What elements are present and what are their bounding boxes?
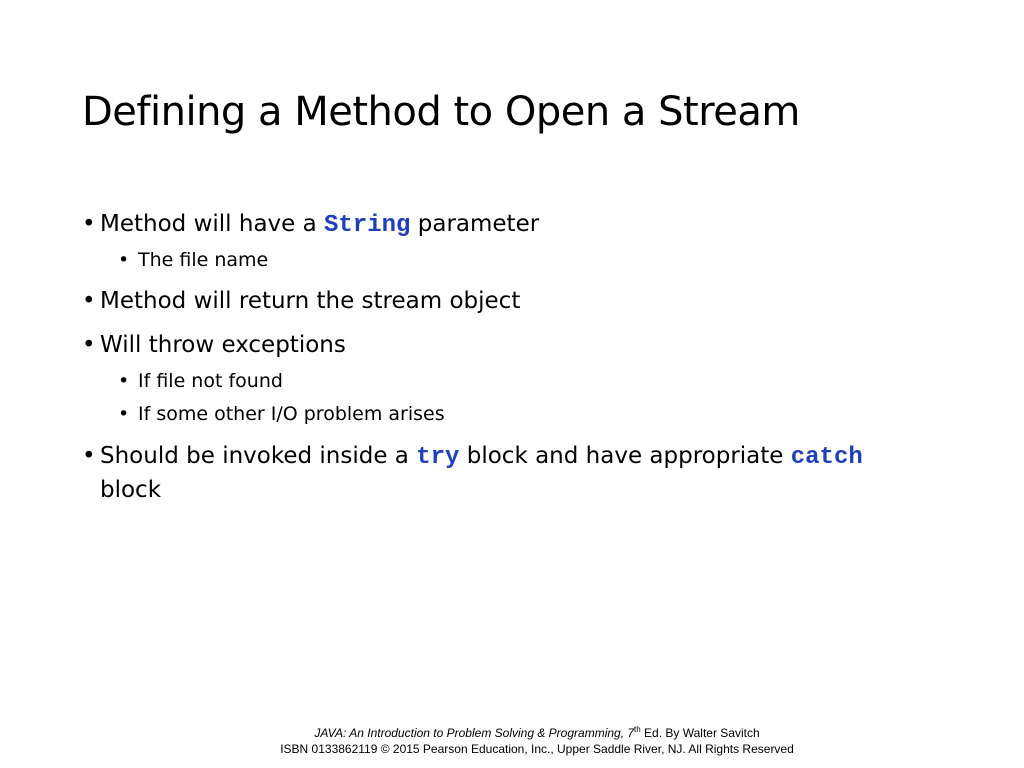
sub-list-item-text: The file name bbox=[138, 249, 269, 271]
list-item-text: block bbox=[100, 477, 162, 503]
bullet-icon: • bbox=[118, 370, 130, 392]
list-item bbox=[82, 329, 960, 361]
edition-author: Ed. By Walter Savitch bbox=[640, 726, 760, 740]
list-item-text: Will throw exceptions bbox=[100, 332, 346, 358]
footer-line-1 bbox=[0, 722, 1024, 741]
sub-list-item bbox=[118, 247, 268, 273]
list-item-text: parameter bbox=[410, 211, 540, 237]
slide-footer bbox=[0, 722, 1024, 757]
slide-title: Defining a Method to Open a Stream bbox=[82, 89, 800, 135]
sub-list-item bbox=[118, 368, 283, 394]
list-item-text: Method will have a bbox=[100, 211, 325, 237]
footer-line-2: ISBN 0133862119 © 2015 Pearson Education, Inc., Upper Saddle River, NJ. All Rights Reserved bbox=[280, 742, 794, 756]
sub-list-item-text: If some other I/O problem arises bbox=[138, 403, 445, 425]
sub-list-item bbox=[118, 401, 445, 427]
book-title: JAVA: An Introduction to Problem Solving & Programming, 7 bbox=[314, 726, 635, 740]
bullet-icon: • bbox=[118, 403, 130, 425]
list-item bbox=[82, 440, 920, 506]
list-item-text: block and have appropriate bbox=[459, 443, 791, 469]
code-try: try bbox=[416, 444, 460, 471]
bullet-icon: • bbox=[82, 443, 96, 469]
bullet-icon: • bbox=[82, 211, 96, 237]
bullet-icon: • bbox=[118, 249, 130, 271]
bullet-icon: • bbox=[82, 332, 96, 358]
code-string: String bbox=[324, 212, 411, 239]
code-catch: catch bbox=[790, 444, 863, 471]
sub-list-item-text: If file not found bbox=[138, 370, 283, 392]
list-item-text: Should be invoked inside a bbox=[100, 443, 417, 469]
list-item bbox=[82, 285, 960, 317]
edition-superscript: th bbox=[634, 725, 641, 734]
bullet-icon: • bbox=[82, 288, 96, 314]
list-item-text: Method will return the stream object bbox=[100, 288, 521, 314]
list-item bbox=[82, 208, 960, 242]
